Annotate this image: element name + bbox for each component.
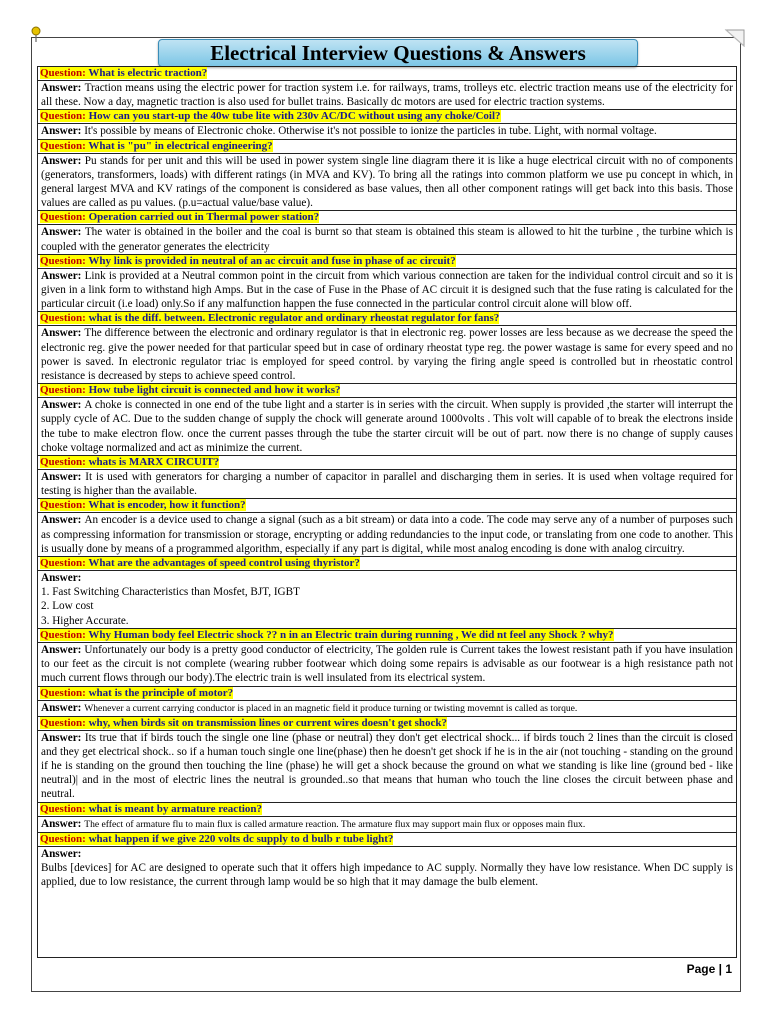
question-highlight [40,312,499,324]
answer-row [38,846,736,890]
question-label: Question: [40,67,89,79]
answer-label: Answer: [41,731,85,744]
answer-row [38,80,736,109]
question-row [38,498,736,512]
answer-row [38,224,736,253]
question-highlight [40,687,233,699]
question-row [38,802,736,816]
question-row [38,109,736,123]
answer-text: Traction means using the electric power for traction system i.e. for railways, trams, trolleys etc. electric traction means use of the electricity for all these. Now a day, magnetic traction is also used for bullet trains. Basically dc motors are used for electric traction systems. [41,82,733,109]
question-highlight [40,140,273,152]
question-highlight [40,384,340,396]
question-highlight [40,67,207,79]
qa-table [37,66,737,958]
answer-text: The effect of armature flu to main flux is called armature reaction. The armature flux may support main flux or opposes main flux. [84,818,586,830]
question-highlight [40,557,360,569]
answer-label: Answer: [41,572,82,585]
answer-list-item: 2. Low cost [41,600,94,613]
answer-row [38,153,736,211]
answer-text: Unfortunately our body is a pretty good conductor of electricity, The golden rule is Current takes the lowest resistant path if you have insulation to our feet as the circuit is not complete (wearing rubber footwear which doing some repairs is advisable as our footwear is a high resistance path not much current flows through our body).The electric train is well insulated from its electrical system. [41,643,733,685]
question-row [38,832,736,846]
answer-list-item: 1. Fast Switching Characteristics than Mosfet, BJT, IGBT [41,586,300,599]
answer-row [38,730,736,802]
answer-row [38,268,736,312]
answer-text: It is used with generators for charging a number of capacitor in parallel and discharging them in series. It is used when voltage required for testing is higher than the available. [41,471,733,498]
question-label: Question: [40,686,89,699]
answer-list-item: 3. Higher Accurate. [41,614,129,627]
question-row [38,628,736,642]
question-label: Question: [40,832,89,845]
question-highlight [40,717,447,729]
question-label: Question: [40,139,89,152]
answer-row [38,123,736,138]
page-curl-icon [724,28,746,48]
question-text: What is "pu" in electrical engineering? [88,139,273,152]
question-text: What is electric traction? [88,67,208,79]
question-label: Question: [40,384,89,397]
answer-row [38,512,736,556]
question-highlight [40,803,262,815]
question-label: Question: [40,211,89,224]
answer-row [38,642,736,686]
answer-label: Answer: [41,514,85,527]
question-label: Question: [40,716,89,729]
question-highlight [40,456,219,468]
question-row [38,311,736,325]
question-text: what happen if we give 220 volts dc supply to d bulb r tube light? [88,832,394,845]
pushpin-icon [30,26,42,42]
answer-label: Answer: [41,327,85,340]
answer-text: An encoder is a device used to change a signal (such as a bit stream) or data into a code. The code may serve any of a number of purposes such as compressing information for transmission or storage, encrypting or adding redundancies to the input code, or translating from one code to another. This is usually done by means of a programmed algorithm, especially if any part is digital, while most analog encoding is done with analog circuitry. [41,514,733,555]
answer-row [38,816,736,832]
page-number: Page | 1 [686,962,732,976]
answer-text: Pu stands for per unit and this will be used in power system single line diagram there it is like a huge electrical circuit with no of components (generators, transformers, loads) with different ratings (in MVA and KV). To bring all the ratings into common platform we use pu concept in which, in general largest MVA and KV ratings of the component is considered as base values, then all other component ratings will get back into this basis. Those values are called as pu values. (p.u=actual value/base value). [41,154,733,210]
answer-row [38,397,736,455]
question-text: What are the advantages of speed control using thyristor? [88,557,360,570]
answer-row [38,700,736,716]
answer-label: Answer: [41,847,82,860]
question-text: Why Human body feel Electric shock ?? n in an Electric train during running , We did nt feel any Shock ? why? [88,628,614,641]
question-row [38,716,736,730]
question-text: what is meant by armature reaction? [88,802,263,815]
page-title: Electrical Interview Questions & Answers [158,39,638,67]
question-label: Question: [40,557,89,570]
question-label: Question: [40,802,89,815]
question-label: Question: [40,254,89,267]
question-text: why, when birds sit on transmission lines or current wires doesn't get shock? [88,716,448,729]
answer-text: A choke is connected in one end of the tube light and a starter is in series with the circuit. When supply is provided ,the starter will interrupt the supply cycle of AC. Due to the sudden change of supply the chock will generate around 1000volts . This volt will capable of to break the electrons inside the tube to make electron flow. once the current passes through the tube the starter circuit will be out of part. now there is no change of supply causes choke voltage normalized and act as minimize the current. [41,399,733,454]
question-highlight [40,255,456,267]
answer-label: Answer: [41,226,85,239]
answer-text: It's possible by means of Electronic choke. Otherwise it's not possible to ionize the particles in tube. Light, with normal voltage. [84,125,657,138]
question-row [38,254,736,268]
answer-label: Answer: [41,125,85,138]
answer-label: Answer: [41,399,85,412]
question-text: Why link is provided in neutral of an ac circuit and fuse in phase of ac circuit? [88,254,456,267]
question-row [38,210,736,224]
answer-label: Answer: [41,154,85,167]
question-text: what is the diff. between. Electronic regulator and ordinary rheostat regulator for fans? [88,312,500,325]
question-row [38,383,736,397]
answer-text: Link is provided at a Neutral common point in the circuit from which various connection are taken for the individual control circuit and so it is given in a link form to withstand high Amps. But in the case of Fuse in the Phase of AC circuit it is designed such that the fuse rating is calculated for the particular circuit (i.e load) only.So if any malfunction happen the fuse connected in the particular control circuit alone will blow off. [41,269,733,311]
answer-text: Whenever a current carrying conductor is placed in an magnetic field it produce turning or twisting movemnt is called as torque. [84,702,578,714]
answer-label: Answer: [41,817,85,830]
question-row [38,686,736,700]
question-row [38,556,736,570]
answer-label: Answer: [41,269,85,282]
question-text: what is the principle of motor? [88,686,234,699]
question-label: Question: [40,456,89,469]
answer-text: The water is obtained in the boiler and the coal is burnt so that steam is obtained this steam is allowed to hit the turbine , the turbine which is coupled with the generator generates the electricity [41,226,733,253]
question-row [38,455,736,469]
question-highlight [40,211,319,223]
answer-text: Its true that if birds touch the single one line (phase or neutral) they don't get electrical shock... if birds touch 2 lines than the circuit is closed and they get electrical shock.. so if a human touch single one line(phase) then he doesn't get shock if he is in the air (not touching - standing on the ground if he is standing on the ground then touching the line (phase) he will get a shock because the ground on what we standing is like line (ground bed - like neutral)| and in the most of electric lines the neutral is grounded..so that means that human who touch the line closes the circuit between phase and neutral. [41,731,733,801]
question-text: whats is MARX CIRCUIT? [88,456,220,469]
question-highlight [40,110,501,122]
answer-row [38,325,736,383]
question-text: How tube light circuit is connected and how it works? [88,384,341,397]
question-text: Operation carried out in Thermal power station? [88,211,320,224]
question-row [38,139,736,153]
question-text: How can you start-up the 40w tube lite with 230v AC/DC without using any choke/Coil? [88,110,501,123]
question-row [38,67,736,80]
question-label: Question: [40,312,89,325]
question-label: Question: [40,499,89,512]
question-label: Question: [40,628,89,641]
footer-divider [37,957,737,958]
answer-label: Answer: [41,471,86,484]
answer-row [38,570,736,628]
answer-label: Answer: [41,643,85,656]
question-highlight [40,499,246,511]
question-highlight [40,629,614,641]
question-text: What is encoder, how it function? [88,499,246,512]
question-label: Question: [40,110,89,123]
question-highlight [40,833,393,845]
answer-label: Answer: [41,701,85,714]
answer-list-item: Bulbs [devices] for AC are designed to operate such that it offers high impedance to AC supply. Normally they have low resistance. When DC supply is applied, due to low resistance, the current through lamp would be so high that it may damage the bulb element. [41,861,733,888]
answer-text: The difference between the electronic and ordinary regulator is that in electronic reg. power losses are less because as we decrease the speed the electronic reg. give the power needed for that particular speed but in case of ordinary rheostat type reg. the power wastage is same for every speed and no power is saved. In electronic regulator triac is employed for speed control. by varying the firing angle speed is controlled but in rheostatic control resistance is decreased by steps to achieve speed control. [41,327,733,383]
answer-label: Answer: [41,82,85,94]
answer-row [38,469,736,498]
